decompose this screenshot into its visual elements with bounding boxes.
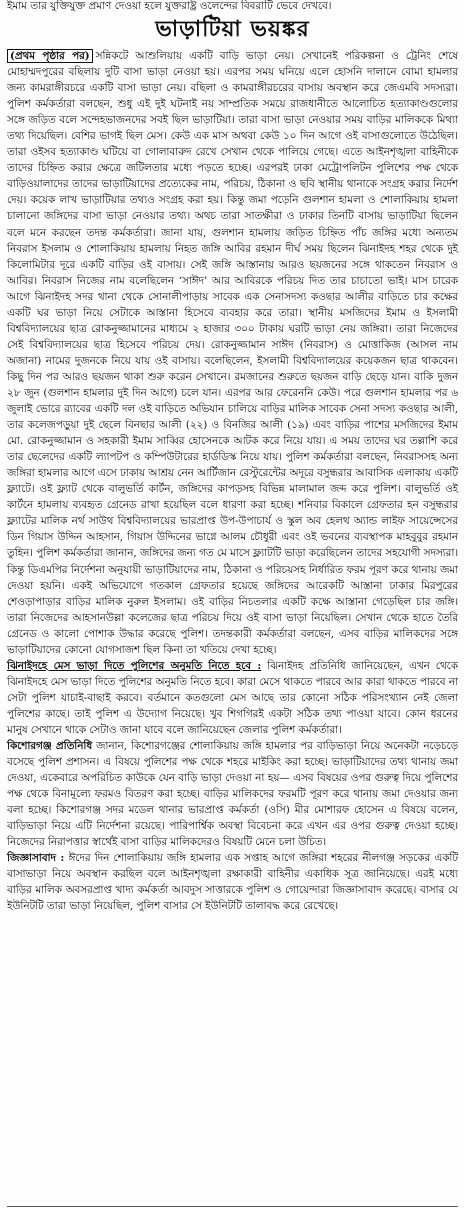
article-paragraph-interrogation [7, 850, 458, 914]
subheading-interrogation: জিজ্ঞাসাবাদ : [7, 852, 65, 865]
paragraph-text: সন্নিকটে আশুলিয়ায় একটি বাড়ি ভাড়া নেয়। সেখানেই পরিকল্পনা ও ট্রেনিং শেষে মোহাম্মদপুরের বছিলায় দুটি বাসা ভাড়া নেওয়া হয়। এরপর সময় ঘনিয়ে এলে হোসনি দালানে বোমা হামলার জন্য কামরাঙ্গীরচরে একটি বাসা ভাড়া নেয়। বছিলা ও কামরাঙ্গীরচরের বাসায় অবস্থান করে জেএমবি সদস্যরা। পুলিশ কর্মকর্তারা বলছেন, শুধু এই দুই ঘটনাই নয় সাম্প্রতিক সময়ে রাজধানীতে আলোচিত হত্যাকাণ্ডগুলোর সঙ্গে জড়িত বলে সন্দেহভাজনদের সবই ছিল ভাড়াটিয়া। তারা বাসা ভাড়া নেওয়ার সময় বাড়ির মালিককে মিথ্যা তথ্য দিয়েছিল। বেশির ভাগই ছিল মেস। কেউ এক মাস অথবা কেউ ১০ দিন আগে ওই বাসাগুলোতে উঠেছিল। তারা ওইসব হত্যাকাণ্ড ঘটিয়ে বা গোলাবারুদ রেখে সেখান থেকে পালিয়ে গেছে। এতে আইনশৃঙ্খলা বাহিনীকে তাদের চিহ্নিত করার ক্ষেত্রে জটিলতার মধ্যে পড়তে হচ্ছে। এরপরই ঢাকা মেট্রোপলিটন পুলিশের পক্ষ থেকে বাড়িওয়ালাদের তাদের ভাড়াটিয়াদের প্রত্যেকের নাম, পরিচয়, ঠিকানা ও ছবি স্থানীয় থানাকে সংগ্রহ করার নির্দেশ দেয়। কয়েক লাখ ভাড়াটিয়ার তথ্যও সংগ্রহ করা হয়। কিন্তু জমা পড়েনি গুলশান হামলা ও শোলাকিয়ায় হামলা চালানো জঙ্গিদের বাসা ভাড়া নেওয়ার তথ্য। অথচ তারা সাতক্ষীরা ও ঢাকার তিনটি বাসায় ভাড়াটিয়া ছিলেন বলে মনে করছেন তদন্ত কর্মকর্তারা। জানা যায়, গুলশান হামলায় জড়িত চিহ্নিত পাঁচ জঙ্গির মধ্যে অন্যতম নিবরাস ইসলাম ও শোলাকিয়ায় হামলায় নিহত জঙ্গি আবির রহমান দীর্ঘ সময় ছিলেন ঝিনাইদহ শহর থেকে দুই কিলোমিটার দূরে একটি বাড়ির ওই বাসায়। সেই জঙ্গি আস্তানায় আরও ছয়জনের সঙ্গে থাকতেন নিবরাস ও আবির। নিবরাস নিজের নাম বলেছিলেন ‘সাঈদ’ আর আবিরকে পরিচয় দিত তার চাচাতো ভাই। মাস চারেক আগে ঝিনাইদহ সদর থানা থেকে সোনালীপাড়ায় সাবেক এক সেনাসদস্য কওছার আলীর বাড়িতে চার কক্ষের একটি ঘর ভাড়া নিয়ে সেটাকে আস্তানা হিসেবে ব্যবহার করে তারা। স্থানীয় মসজিদের ইমাম ও ইসলামী বিশ্ববিদ্যালয়ের ছাত্র রোকনুজ্জামানের মাধ্যমে ২ হাজার ৩০০ টাকায় ঘরটি ভাড়া নেয় জঙ্গিরা। তারা নিজেদের সেই বিশ্ববিদ্যালয়ের ছাত্র হিসেবে পরিচয় দেয়। রোকনুজ্জামান সাঈদ (নিবরাস) ও মোত্তাকিজ (আসল নাম অজানা) নামের দুজনকে নিয়ে যায় ওই বাসায়। বলেছিলেন, ইসলামী বিশ্ববিদ্যালয়ের কয়েকজন ছাত্র থাকবেন। কিছু দিন পর আরও ছয়জন থাকা শুরু করেন সেখানে। রমজানের শুরুতে ছয়জন বাড়ি ছেড়ে যান। বাকি দুজন ২৮ জুন (গুলশান হামলার দুই দিন আগে) চলে যান। এরপর আর ফেরেননি কেউ। পরে গুলশান হামলার পর ৬ জুলাই ভোরে র‍্যাবের একটি দল ওই বাড়িতে অভিযান চালিয়ে বাড়ির মালিক সাবেক সেনা সদস্য কওছার আলী, তার কলেজপড়ুয়া দুই ছেলে বিনছার আলী (২২) ও বিনজির আলী (১৯) এবং বাড়ির পাশের মসজিদের ইমাম মো. রোকনুজ্জামান ও সহকারী ইমাম সাব্বির হোসেনকে আটক করে নিয়ে যায়। এ সময় তাদের ঘর তল্লাশি করে তার ছেলেদের একটি ল্যাপটপ ও কম্পিউটারের হার্ডডিস্ক নিয়ে যায়। পুলিশ কর্মকর্তারা বলছেন, নিবরাসসহ অন্য জঙ্গিরা হামলার আগে এসে ঢাকায় আশ্রয় নেন আর্টিজান রেস্টুরেন্টের অদূরে বসুন্ধরার আবাসিক এলাকায় একটি ফ্ল্যাটে। ওই ফ্ল্যাট থেকে বালুভর্তি কার্টন, জঙ্গিদের কাপড়সহ বিভিন্ন মালামাল জব্দ করে পুলিশ। বালুভর্তি ওই কার্টনে হামলায় ব্যবহৃত গ্রেনেড রাখা হয়েছিল বলে ধারণা করা হচ্ছে। শনিবার বিকালে গ্রেফতার হন বসুন্ধরার ফ্ল্যাটের মালিক নর্থ সাউথ বিশ্ববিদ্যালয়ের ভারপ্রাপ্ত উপ-উপাচার্য ও স্কুল অব হেলথ অ্যান্ড লাইফ সায়েন্সেসের ডিন গিয়াস উদ্দিন আহসান, গিয়াস উদ্দিনের ভাগ্নে আলম চৌধুরী এবং ওই ভবনের ব্যবস্থাপক মাহবুবুর রহমান তুহিন। পুলিশ কর্মকর্তারা জানান, জঙ্গিদের জন্য গত মে মাসে ফ্ল্যাটটি ভাড়া করেছিলেন তাদের সহযোগী সদস্যরা। কিন্তু ডিএমপির নির্দেশনা অনুযায়ী ভাড়াটিয়াদের নাম, ঠিকানা ও পরিচয়সহ নির্ধারিত ফরম পূরণ করে থানায় জমা দেওয়া হয়নি। একই অভিযোগে গতকাল গ্রেফতার হয়েছে জঙ্গিদের আরেকটি আস্তানা ঢাকার মিরপুরের শেওড়াপাড়ার বাড়ির মালিক নুরুল ইসলাম। ওই বাড়ির নিচতলার একটি কক্ষে আস্তানা গেড়েছিল চার জঙ্গি। তারা নিজেদের আহসানউল্লা কলেজের ছাত্র পরিচয় দিয়ে ওই বাসা ভাড়া নিয়েছিল। সেখান থেকে হাতে তৈরি গ্রেনেড ও কালো পোশাক উদ্ধার করেছে পুলিশ। তদন্তকারী কর্মকর্তারা বলছেন, এসব বাড়ির মালিকদের সঙ্গে ভাড়াটিয়াদের কোনো যোগসাজশ ছিল কিনা তা খতিয়ে দেখা হচ্ছে। [7, 50, 459, 656]
article-paragraph-continuation [7, 48, 458, 658]
paragraph-text: ঝিনাইদহ প্রতিনিধি জানিয়েছেন, এখন থেকে ঝিনাইদহে মেস ভাড়া দিতে পুলিশের অনুমতি নিতে হবে। কারা মেসে থাকতে পারবে আর কারা থাকতে পারবে না সেটা পুলিশ যাচাই-বাছাই করবে। বর্তমানে কতগুলো মেস আছে তার কোনো সঠিক পরিসংখ্যান নেই জেলা পুলিশের কাছে। তাই পুলিশ এ উদ্যোগ নিয়েছে। খুব শিগগিরই একটা সঠিক তথ্য পাওয়া যাবে। কোন ধরনের মানুষ সেখানে থাকে সেটাও জানা যাবে বলে জানিয়েছেন জেলার পুলিশ কর্মকর্তারা। [7, 659, 458, 736]
continuation-label: (প্রথম পৃষ্ঠার পর) [7, 49, 93, 63]
paragraph-text: জানান, কিশোরগঞ্জের শোলাকিয়ায় জঙ্গি হামলার পর বাড়িভাড়া নিয়ে অনেকটা নড়েচড়ে বসেছে পুলিশ প্রশাসন। এ বিষয়ে পুলিশের পক্ষ থেকে শহরে মাইকিং করা হচ্ছে। ভাড়াটিয়াদের তথ্য থানায় জমা দেওয়া, একেবারে অপরিচিত কাউকে যেন বাড়ি ভাড়া দেওয়া না হয়— এসব বিষয়ের ওপর গুরুত্ব দিয়ে পুলিশের পক্ষ থেকে বিনামূল্যে ফরমও বিতরণ করা হচ্ছে। বাড়ির মালিকদের ফরমটি পূরণ করে থানায় জমা দেওয়ার জন্য বলা হচ্ছে। কিশোরগঞ্জ সদর মডেল থানার ভারপ্রাপ্ত কর্মকর্তা (ওসি) মীর মোশারফ হোসেন এ বিষয়ে বলেন, বাড়িভাড়া নিয়ে এটি নির্দেশনা রয়েছে। পারিপার্শ্বিক অবস্থা বিবেচনা করে এখন এর ওপর গুরুত্ব দেওয়া হচ্ছে। নিজেদের নিরাপত্তার স্বার্থেই বাসা বাড়ির মালিকদেরও বিষয়টি মেনে চলা উচিত। [7, 740, 458, 849]
previous-article-tail: ইমাম তার যুক্তিযুক্ত প্রমাণ দেওয়া হলে যুক্তরাষ্ট্র ওলেন্দের বিবরাটি ভেবে দেখবে। [7, 0, 332, 12]
article-paragraph-jhenaidah [7, 658, 458, 738]
article-body [0, 48, 465, 915]
column-bottom-rule [7, 1206, 458, 1207]
subheading-kishoreganj: কিশোরগঞ্জ প্রতিনিধি [7, 740, 93, 753]
subheading-jhenaidah: ঝিনাইদহে মেস ভাড়া দিতে পুলিশের অনুমতি নিতে হবে : [7, 659, 262, 672]
paragraph-text: ঈদের দিন শোলাকিয়ায় জঙ্গি হামলার এক সপ্তাহ আগে জঙ্গিরা শহরের নীলগঞ্জ সড়কের একটি বাসাভাড়া নিয়ে অবস্থান করছিল বলে আইনশৃঙ্খলা রক্ষাকারী বাহিনীর একাধিক সূত্র জানিয়েছে। এরই মধ্যে বাড়ির মালিক অবসরপ্রাপ্ত খাদ্য কর্মকর্তা আবদুস সাত্তারকে পুলিশ ও গোয়েন্দারা জিজ্ঞাসাবাদ করেছে। বাসার যে ইউনিটটি তারা ভাড়া নিয়েছিল, পুলিশ বাসার সে ইউনিটটি তালাবদ্ধ করে রেখেছে। [7, 852, 458, 913]
article-paragraph-kishoreganj [7, 738, 458, 850]
article-headline: ভাড়াটিয়া ভয়ঙ্কর [155, 16, 310, 42]
